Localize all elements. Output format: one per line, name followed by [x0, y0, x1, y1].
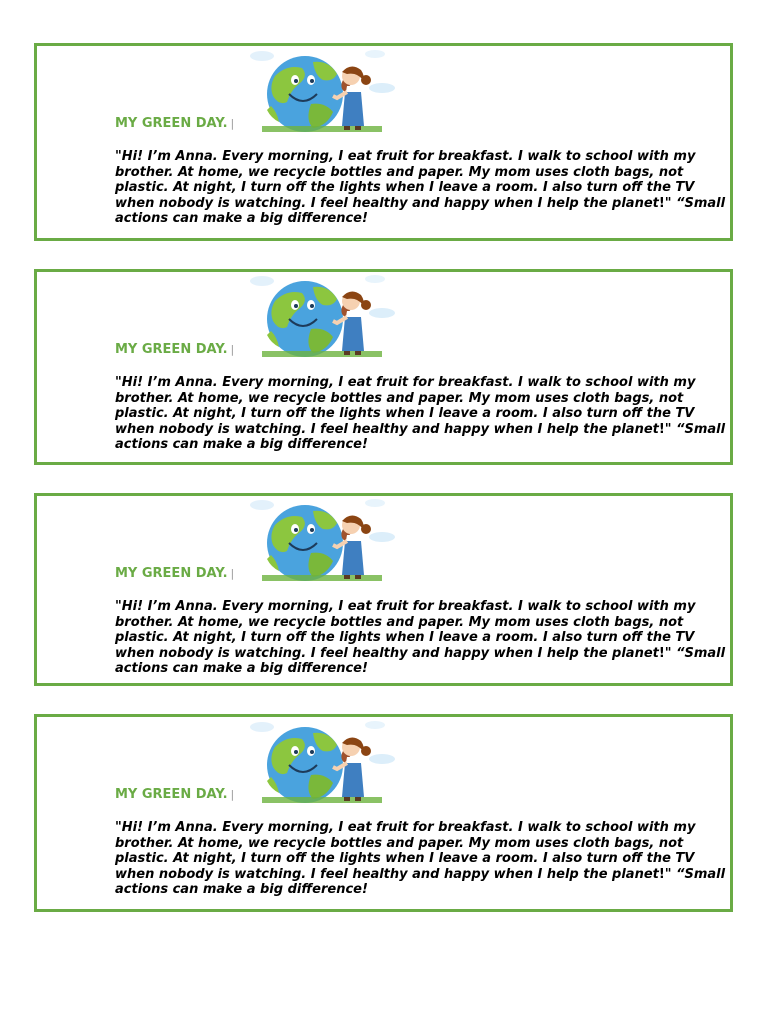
story-card-2	[34, 269, 733, 465]
card-title: MY GREEN DAY. |	[115, 787, 235, 802]
story-paragraph: "Hi! I’m Anna. Every morning, I eat fruit for breakfast. I walk to school with my brother. At home, we recycle bottles and paper. My mom uses cloth bags, not plastic. At night, I turn off the lights when I leave a room. I also turn off the TV when nobody is watching. I feel healthy and happy when I help the planet!" “Small actions can make a big difference!	[115, 149, 726, 226]
earth-girl-illustration	[247, 271, 397, 359]
card-title: MY GREEN DAY. |	[115, 566, 235, 581]
story-card-1	[34, 43, 733, 241]
earth-girl-illustration	[247, 495, 397, 583]
story-card-3	[34, 493, 733, 686]
story-paragraph: "Hi! I’m Anna. Every morning, I eat fruit for breakfast. I walk to school with my brother. At home, we recycle bottles and paper. My mom uses cloth bags, not plastic. At night, I turn off the lights when I leave a room. I also turn off the TV when nobody is watching. I feel healthy and happy when I help the planet!" “Small actions can make a big difference!	[115, 375, 726, 452]
story-paragraph: "Hi! I’m Anna. Every morning, I eat fruit for breakfast. I walk to school with my brother. At home, we recycle bottles and paper. My mom uses cloth bags, not plastic. At night, I turn off the lights when I leave a room. I also turn off the TV when nobody is watching. I feel healthy and happy when I help the planet!" “Small actions can make a big difference!	[115, 599, 726, 676]
story-card-4	[34, 714, 733, 912]
story-paragraph: "Hi! I’m Anna. Every morning, I eat fruit for breakfast. I walk to school with my brother. At home, we recycle bottles and paper. My mom uses cloth bags, not plastic. At night, I turn off the lights when I leave a room. I also turn off the TV when nobody is watching. I feel healthy and happy when I help the planet!" “Small actions can make a big difference!	[115, 820, 726, 897]
earth-girl-illustration	[247, 717, 397, 805]
card-title: MY GREEN DAY. |	[115, 342, 235, 357]
card-title: MY GREEN DAY. |	[115, 116, 235, 131]
earth-girl-illustration	[247, 46, 397, 134]
